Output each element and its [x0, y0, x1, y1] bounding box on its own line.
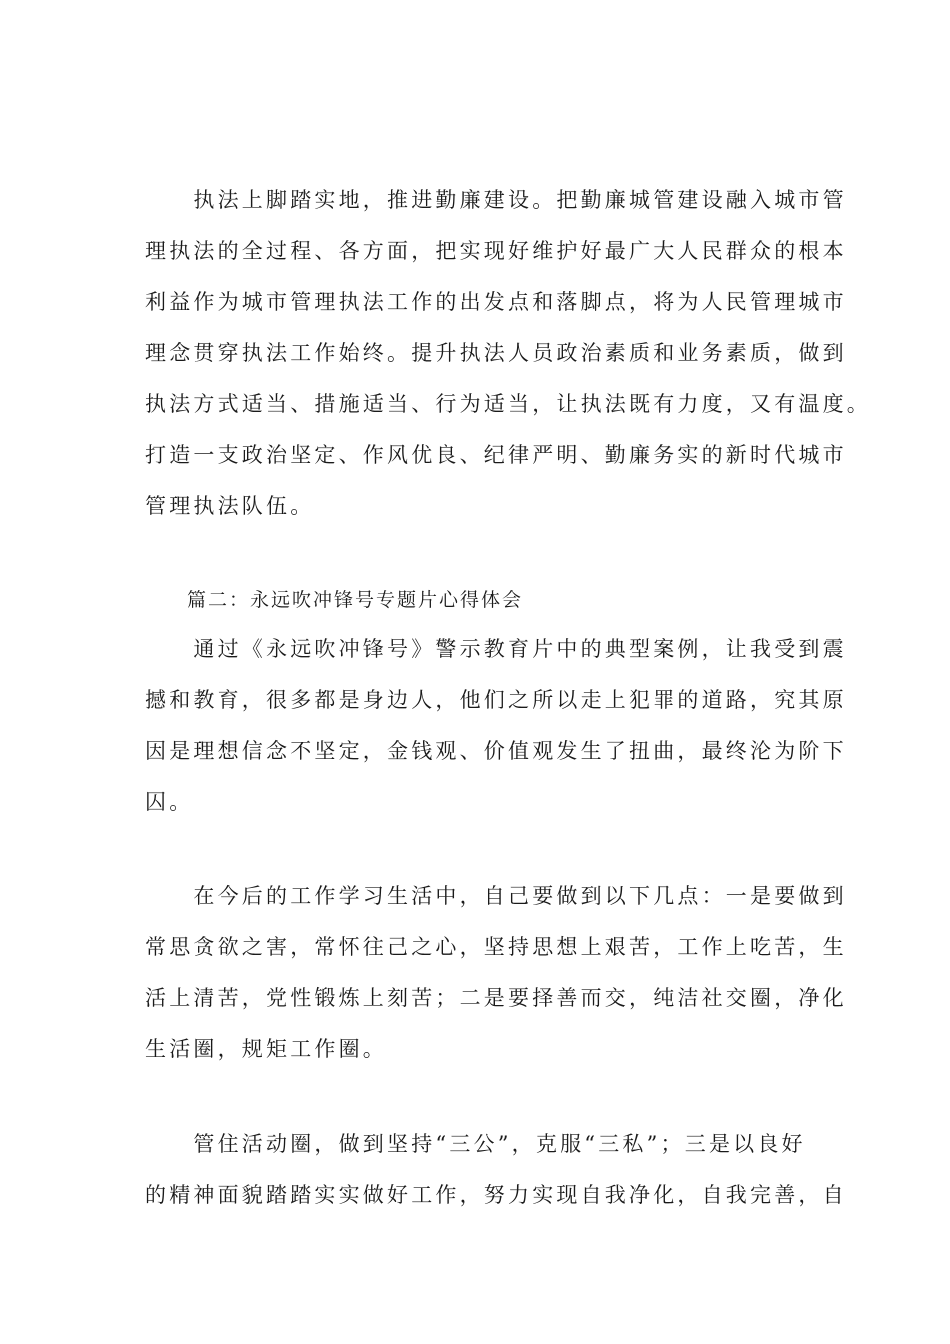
paragraph-1-line-4: 理念贯穿执法工作始终。提升执法人员政治素质和业务素质，做到 — [145, 341, 847, 365]
paragraph-2-line-1: 通过《永远吹冲锋号》警示教育片中的典型案例，让我受到震 — [145, 637, 847, 661]
paragraph-1-line-2: 理执法的全过程、各方面，把实现好维护好最广大人民群众的根本 — [145, 239, 847, 263]
paragraph-4-line-2: 的精神面貌踏踏实实做好工作，努力实现自我净化，自我完善，自 — [145, 1183, 847, 1207]
paragraph-3-line-4: 生活圈，规矩工作圈。 — [145, 1037, 387, 1061]
paragraph-1-line-1: 执法上脚踏实地，推进勤廉建设。把勤廉城管建设融入城市管 — [145, 188, 847, 212]
paragraph-2-line-3: 因是理想信念不坚定，金钱观、价值观发生了扭曲，最终沦为阶下 — [145, 739, 847, 763]
section-heading: 篇二：永远吹冲锋号专题片心得体会 — [145, 589, 524, 611]
paragraph-2-line-2: 撼和教育，很多都是身边人，他们之所以走上犯罪的道路，究其原 — [145, 688, 847, 712]
paragraph-1-line-6: 打造一支政治坚定、作风优良、纪律严明、勤廉务实的新时代城市 — [145, 443, 847, 467]
paragraph-2-line-4: 囚。 — [145, 790, 194, 814]
paragraph-1-line-7: 管理执法队伍。 — [145, 494, 315, 518]
paragraph-1-line-3: 利益作为城市管理执法工作的出发点和落脚点，将为人民管理城市 — [145, 290, 847, 314]
paragraph-3-line-2: 常思贪欲之害，常怀往己之心，坚持思想上艰苦，工作上吃苦，生 — [145, 935, 847, 959]
paragraph-3-line-3: 活上清苦，党性锻炼上刻苦；二是要择善而交，纯洁社交圈，净化 — [145, 986, 847, 1010]
paragraph-4-line-1: 管住活动圈，做到坚持“三公”，克服“三私”；三是以良好 — [145, 1132, 806, 1156]
paragraph-3-line-1: 在今后的工作学习生活中，自己要做到以下几点：一是要做到 — [145, 884, 847, 908]
paragraph-1-line-5: 执法方式适当、措施适当、行为适当，让执法既有力度，又有温度。 — [145, 392, 871, 416]
